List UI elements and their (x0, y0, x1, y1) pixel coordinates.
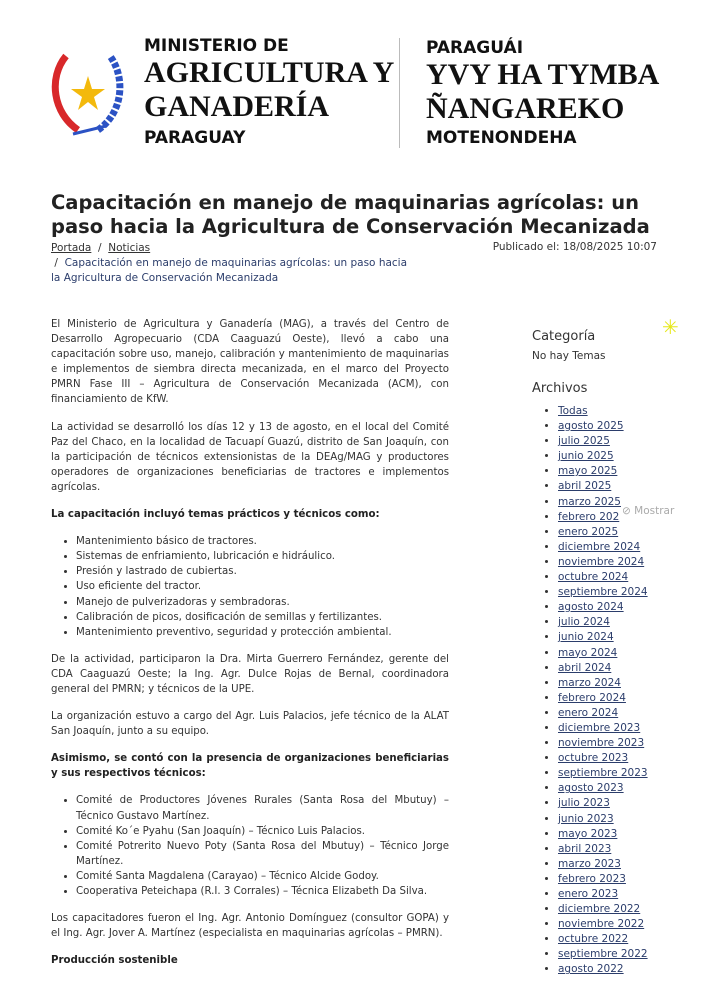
list-item[interactable] (558, 646, 682, 661)
archive-link[interactable]: diciembre 2023 (558, 721, 641, 734)
archive-link[interactable]: agosto 2023 (558, 782, 624, 795)
list-item (76, 793, 449, 823)
list-item[interactable] (558, 676, 682, 691)
logo-divider (399, 38, 400, 148)
archive-link[interactable]: noviembre 2023 (558, 737, 645, 750)
list-item[interactable] (558, 842, 682, 857)
paragraph: Los capacitadores fueron el Ing. Agr. Antonio Domínguez (consultor GOPA) y el Ing. Agr. Jover A. Martínez (especialista en maquinarias agrícolas – PMRN). (51, 913, 449, 940)
logo-text: YVY HA TYMBA (426, 58, 660, 91)
archive-link[interactable]: noviembre 2024 (558, 555, 645, 568)
list-item-text: Uso eficiente del tractor. (76, 581, 202, 593)
list-item[interactable] (558, 615, 682, 630)
archive-link[interactable]: mayo 2025 (558, 465, 618, 478)
archive-link[interactable]: septiembre 2024 (558, 586, 648, 599)
list-item[interactable] (558, 404, 682, 419)
list-item-text: Comité Santa Magdalena (Carayao) – Técnico Alcide Godoy. (76, 870, 379, 882)
list-item (76, 610, 449, 625)
archive-link[interactable]: octubre 2024 (558, 571, 629, 584)
list-item-text: Mantenimiento preventivo, seguridad y protección ambiental. (76, 626, 392, 638)
subheading: La capacitación incluyó temas prácticos y técnicos como: (51, 509, 380, 521)
archive-link[interactable]: febrero 2024 (558, 691, 626, 704)
archive-link[interactable]: enero 2023 (558, 888, 619, 900)
logo-text: PARAGUÁI (426, 38, 524, 58)
category-title: Categoría (532, 329, 596, 344)
archive-link[interactable]: octubre 2023 (558, 752, 629, 765)
archive-link[interactable]: enero 2024 (558, 706, 619, 719)
list-item (76, 564, 449, 579)
list-item[interactable] (558, 932, 682, 947)
list-item[interactable] (558, 947, 682, 962)
archive-link[interactable]: julio 2023 (558, 797, 610, 810)
logo-text: MINISTERIO DE (144, 36, 289, 56)
archive-link[interactable]: diciembre 2024 (558, 540, 641, 553)
logo-text: PARAGUAY (144, 128, 246, 148)
list-item[interactable] (558, 449, 682, 464)
paragraph: De la actividad, participaron la Dra. Mirta Guerrero Fernández, gerente del CDA Caaguazú Oeste; la Ing. Agr. Dulce Rojas de Bernal, coordinadora general del PMRN; y técnicos de la UPE. (51, 653, 449, 695)
list-item[interactable] (558, 812, 682, 827)
list-item[interactable] (558, 857, 682, 872)
list-item-text: Cooperativa Peteichapa (R.I. 3 Corrales) – Técnica Elizabeth Da Silva. (76, 886, 428, 897)
archive-link[interactable]: febrero 202 (558, 510, 620, 523)
list-item[interactable] (558, 736, 682, 751)
list-item (76, 595, 449, 610)
list-item-text: Presión y lastrado de cubiertas. (76, 566, 237, 578)
logo-text: MOTENONDEHA (426, 128, 577, 148)
mostrar-label: Mostrar (634, 505, 675, 517)
list-item[interactable] (558, 721, 682, 736)
list-item[interactable] (558, 525, 682, 540)
list-item[interactable] (558, 419, 682, 434)
archive-link[interactable]: septiembre 2023 (558, 767, 648, 780)
list-item-text: Comité Ko´e Pyahu (San Joaquín) – Técnico Luis Palacios. (76, 825, 366, 837)
list-item[interactable] (558, 706, 682, 721)
logo-text: GANADERÍA (144, 90, 330, 123)
list-item (76, 579, 449, 594)
archive-list (558, 404, 682, 978)
list-item-text: Comité Potrerito Nuevo Poty (Santa Rosa del Mbutuy) – Técnico Jorge Martínez. (76, 840, 449, 867)
breadcrumb-portada[interactable]: Portada (51, 242, 92, 254)
subheading: Producción sostenible (51, 955, 178, 967)
list-item[interactable] (558, 872, 682, 887)
sparkle-icon: ✳ (662, 315, 679, 339)
archive-link[interactable]: mayo 2023 (558, 827, 618, 840)
list-item[interactable] (558, 751, 682, 766)
list-item-text: Manejo de pulverizadoras y sembradoras. (76, 596, 290, 608)
breadcrumb-current: Capacitación en manejo de maquinarias agrícolas: un paso hacia la Agricultura de Conservación Mecanizada (51, 257, 408, 284)
breadcrumb-noticias[interactable]: Noticias (108, 242, 151, 254)
list-item[interactable] (558, 902, 682, 917)
archive-link[interactable]: abril 2025 (558, 480, 612, 493)
archive-link[interactable]: junio 2024 (558, 631, 614, 644)
organizations-list (76, 793, 449, 899)
sidebar (532, 328, 682, 978)
list-item-text: Calibración de picos, dosificación de semillas y fertilizantes. (76, 611, 383, 623)
page-title: Capacitación en manejo de maquinarias agrícolas: un paso hacia la Agricultura de Conservación Mecanizada (51, 191, 650, 238)
list-item[interactable] (558, 479, 682, 494)
archive-link[interactable]: diciembre 2022 (558, 903, 641, 916)
list-item[interactable] (558, 962, 682, 977)
topics-list (76, 534, 449, 640)
list-item[interactable] (558, 827, 682, 842)
subheading: Asimismo, se contó con la presencia de organizaciones beneficiarias y sus respectivos técnicos: (51, 753, 449, 780)
logo-text: ÑANGAREKO (426, 92, 625, 125)
eye-slash-icon: ⊘ (622, 505, 631, 517)
list-item (76, 884, 449, 899)
list-item[interactable] (558, 540, 682, 555)
archive-link[interactable]: abril 2023 (558, 842, 612, 855)
archive-link[interactable]: julio 2025 (558, 435, 610, 448)
list-item (76, 625, 449, 640)
archive-link[interactable]: octubre 2022 (558, 933, 629, 946)
list-item (76, 839, 449, 869)
logo-text: AGRICULTURA Y (144, 56, 395, 89)
no-topics: No hay Temas (532, 350, 606, 362)
list-item (76, 824, 449, 839)
list-item (76, 869, 449, 884)
list-item-text: Mantenimiento básico de tractores. (76, 536, 257, 548)
list-item[interactable] (558, 434, 682, 449)
archive-link[interactable]: abril 2024 (558, 661, 612, 674)
article-body (51, 317, 449, 980)
archive-link[interactable]: mayo 2024 (558, 646, 618, 659)
emblem-icon (48, 48, 128, 138)
archive-link[interactable]: agosto 2025 (558, 420, 624, 433)
archive-link[interactable]: enero 2025 (558, 525, 619, 538)
archive-link[interactable]: julio 2024 (558, 616, 610, 629)
list-item[interactable] (558, 796, 682, 811)
ministry-logo[interactable] (48, 34, 668, 150)
list-item[interactable] (558, 585, 682, 600)
archive-link[interactable]: junio 2023 (558, 812, 614, 825)
archive-link[interactable]: septiembre 2022 (558, 948, 648, 961)
paragraph: El Ministerio de Agricultura y Ganadería (MAG), a través del Centro de Desarrollo Agropecuario (CDA Caaguazú Oeste), llevó a cabo una capacitación sobre uso, manejo, calibración y mantenimiento de maquinarias e implementos de siembra directa mecanizada, en el marco del Proyecto PMRN Fase III – Agricultura de Conservación Mecanizada (ACM), con financiamiento de KfW. (51, 319, 449, 406)
archive-link[interactable]: marzo 2025 (558, 495, 621, 508)
list-item (76, 549, 449, 564)
list-item[interactable] (558, 887, 682, 902)
mostrar-button[interactable] (622, 505, 674, 517)
paragraph: La actividad se desarrolló los días 12 y 13 de agosto, en el local del Comité Paz del Chaco, en la localidad de Tacuapí Guazú, distrito de San Joaquín, con la participación de técnicos extensionistas de la DEAg/MAG y productores operadores de organizaciones beneficiarias de tractores e implementos agrícolas. (51, 421, 449, 493)
breadcrumb: Portada / Noticias / Capacitación en manejo de maquinarias agrícolas: un paso hacia la Agricultura de Conservación Mecanizada (51, 242, 408, 284)
archive-link[interactable]: junio 2025 (558, 450, 614, 463)
list-item[interactable] (558, 781, 682, 796)
published-date: Publicado el: 18/08/2025 10:07 (492, 241, 657, 253)
list-item[interactable] (558, 464, 682, 479)
list-item (76, 534, 449, 549)
archive-link[interactable]: Todas (558, 405, 588, 417)
list-item[interactable] (558, 630, 682, 645)
list-item[interactable] (558, 766, 682, 781)
archive-link[interactable]: noviembre 2022 (558, 918, 645, 931)
list-item[interactable] (558, 600, 682, 615)
list-item[interactable] (558, 661, 682, 676)
archive-link[interactable]: agosto 2022 (558, 963, 624, 976)
list-item[interactable] (558, 917, 682, 932)
archive-link[interactable]: marzo 2023 (558, 857, 621, 870)
list-item[interactable] (558, 691, 682, 706)
archive-link[interactable]: agosto 2024 (558, 601, 624, 614)
archive-link[interactable]: febrero 2023 (558, 872, 626, 885)
paragraph: La organización estuvo a cargo del Agr. Luis Palacios, jefe técnico de la ALAT San Joaquín, junto a su equipo. (51, 711, 449, 738)
list-item[interactable] (558, 570, 682, 585)
list-item[interactable] (558, 555, 682, 570)
list-item-text: Comité de Productores Jóvenes Rurales (Santa Rosa del Mbutuy) – Técnico Gustavo Martínez. (76, 795, 449, 822)
archive-title: Archivos (532, 381, 588, 396)
list-item-text: Sistemas de enfriamiento, lubricación e hidráulico. (76, 551, 335, 563)
archive-link[interactable]: marzo 2024 (558, 676, 621, 689)
